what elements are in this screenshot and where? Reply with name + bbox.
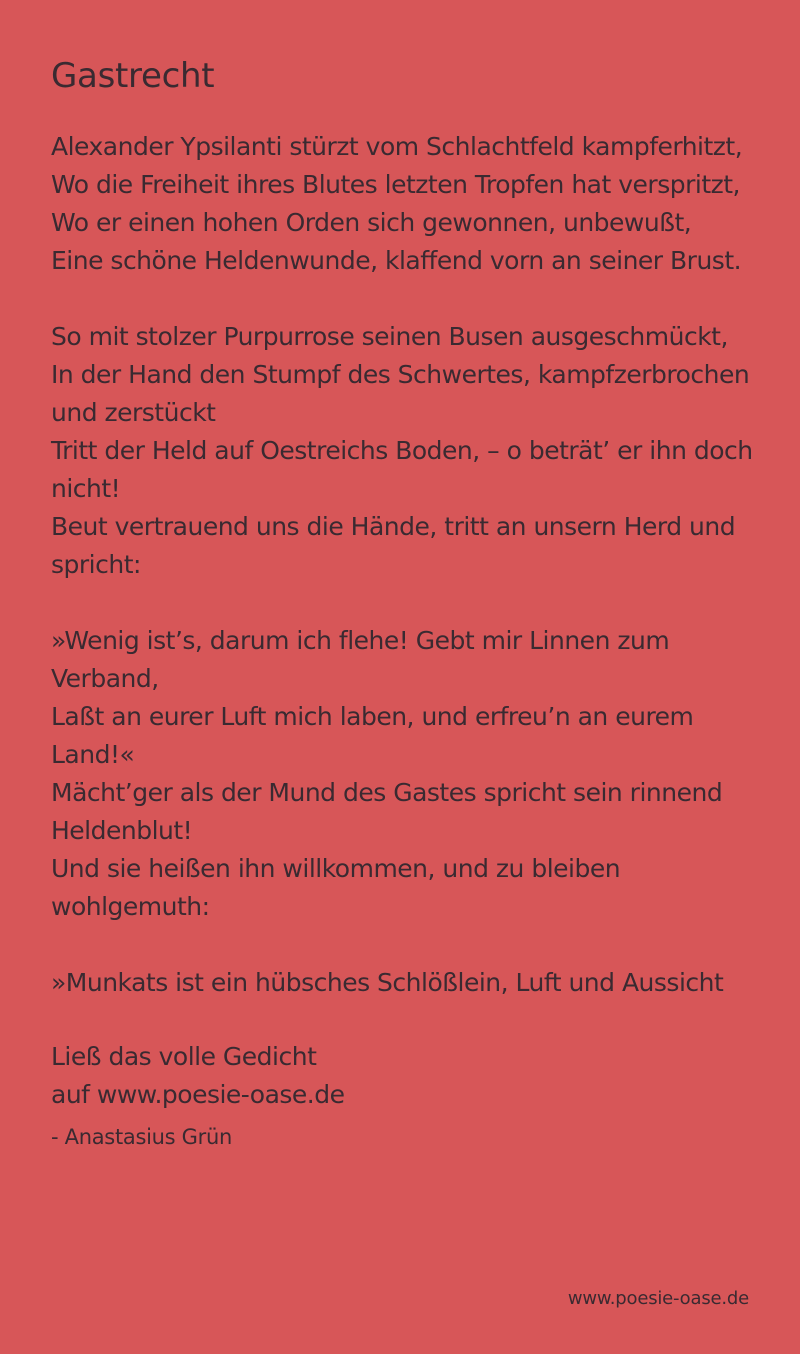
full-poem-note-link: auf www.poesie-oase.de — [51, 1080, 345, 1109]
poem-line: Alexander Ypsilanti stürzt vom Schlachtfeld kampferhitzt, — [51, 132, 743, 161]
poem-line: Und sie heißen ihn willkommen, und zu bleiben wohlgemuth: — [51, 854, 621, 921]
poem-line: Tritt der Held auf Oestreichs Boden, – o beträt’ er ihn doch nicht! — [51, 436, 753, 503]
poem-line: Eine schöne Heldenwunde, klaffend vorn an seiner Brust. — [51, 246, 742, 275]
full-poem-note — [51, 1038, 771, 1114]
stanza-3 — [51, 622, 771, 926]
site-watermark: www.poesie-oase.de — [567, 1288, 749, 1309]
poem-body — [51, 128, 771, 1002]
poem-line: So mit stolzer Purpurrose seinen Busen ausgeschmückt, — [51, 322, 728, 351]
poem-line: Laßt an eurer Luft mich laben, und erfreu’n an eurem Land!« — [51, 702, 694, 769]
full-poem-note-line: Ließ das volle Gedicht — [51, 1042, 317, 1071]
stanza-1 — [51, 128, 771, 280]
stanza-2 — [51, 318, 771, 584]
poem-title: Gastrecht — [51, 56, 215, 96]
poem-line: »Munkats ist ein hübsches Schlößlein, Luft und Aussicht — [51, 968, 724, 997]
poem-line: Beut vertrauend uns die Hände, tritt an unsern Herd und spricht: — [51, 512, 736, 579]
poem-line: Wo die Freiheit ihres Blutes letzten Tropfen hat verspritzt, — [51, 170, 740, 199]
poem-line: In der Hand den Stumpf des Schwertes, kampfzerbrochen und zerstückt — [51, 360, 750, 427]
poem-line: »Wenig ist’s, darum ich flehe! Gebt mir Linnen zum Verband, — [51, 626, 670, 693]
poem-line: Mächt’ger als der Mund des Gastes spricht sein rinnend Heldenblut! — [51, 778, 723, 845]
stanza-4 — [51, 964, 771, 1002]
poem-card — [51, 54, 771, 1152]
poem-author: - Anastasius Grün — [51, 1125, 232, 1149]
poem-line: Wo er einen hohen Orden sich gewonnen, unbewußt, — [51, 208, 692, 237]
